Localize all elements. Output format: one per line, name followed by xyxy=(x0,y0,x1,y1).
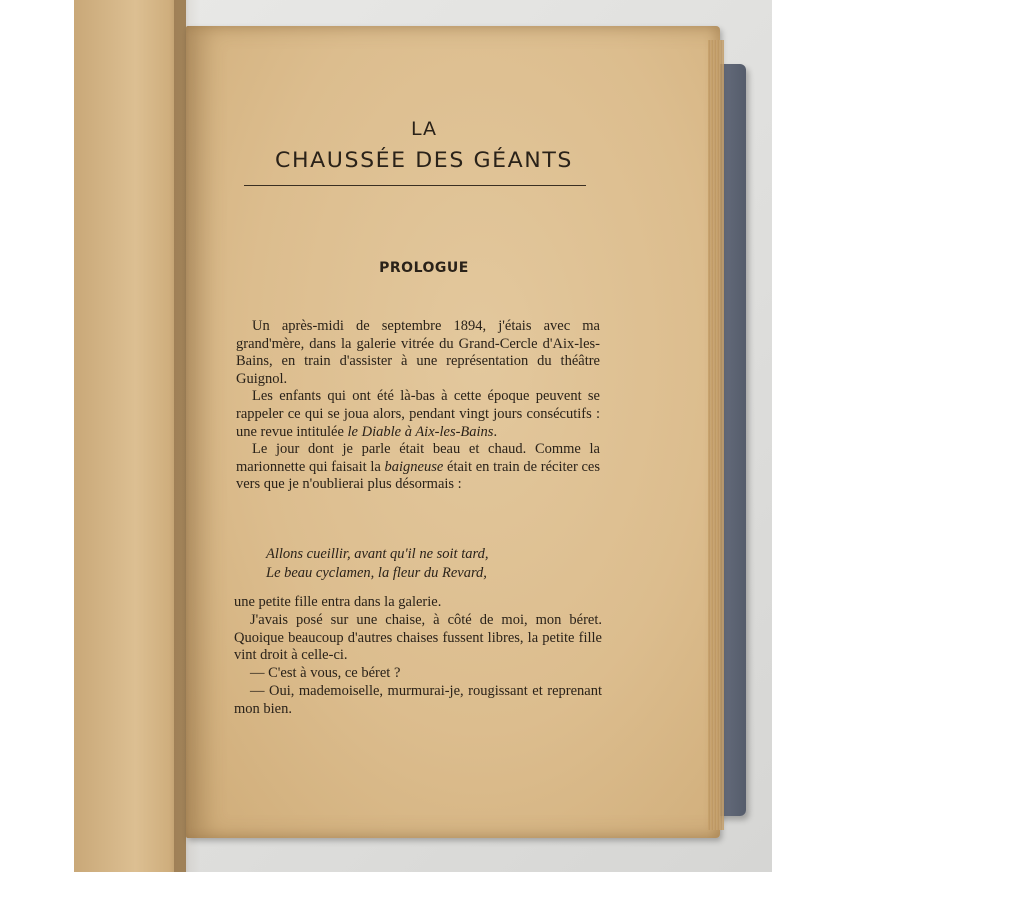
book-gutter xyxy=(174,0,200,872)
verse-line-2: Le beau cyclamen, la fleur du Revard, xyxy=(266,565,487,581)
left-page xyxy=(74,0,186,872)
title-article: LA xyxy=(410,118,438,140)
page-edges xyxy=(708,40,724,830)
prologue-paragraphs xyxy=(236,318,600,494)
paragraph-3: Le jour dont je parle était beau et chaud. Comme la marionnette qui faisait la baigneuse était en train de réciter ces vers que je n'oublierai plus désormais : xyxy=(236,441,601,493)
dialogue-line-2: — Oui, mademoiselle, murmurai-je, rougissant et reprenant mon bien. xyxy=(234,682,602,717)
paragraph-1: Un après-midi de septembre 1894, j'étais avec ma grand'mère, dans la galerie vitrée du Grand-Cercle d'Aix-les-Bains, en train d'assister à une représentation du théâtre Guignol. xyxy=(236,318,600,387)
section-heading: PROLOGUE xyxy=(379,260,469,276)
dialogue-line-1: — C'est à vous, ce béret ? xyxy=(250,665,401,682)
continuation-line-2: J'avais posé sur une chaise, à côté de moi, mon béret. Quoique beaucoup d'autres chaises fussent libres, la petite fille vint droit à celle-ci. xyxy=(234,611,602,664)
book-title: CHAUSSÉE DES GÉANTS xyxy=(275,148,573,172)
paragraph-2: Les enfants qui ont été là-bas à cette époque peuvent se rappeler ce qui se joua alors, pendant vingt jours consécutifs : une revue intitulée le Diable à Aix-les-Bains. xyxy=(236,388,600,440)
verse xyxy=(266,545,606,583)
book-photo xyxy=(74,0,772,872)
title-rule xyxy=(244,185,586,186)
continuation xyxy=(234,594,602,719)
continuation-line-1: une petite fille entra dans la galerie. xyxy=(234,594,442,610)
verse-line-1: Allons cueillir, avant qu'il ne soit tard, xyxy=(266,546,489,562)
